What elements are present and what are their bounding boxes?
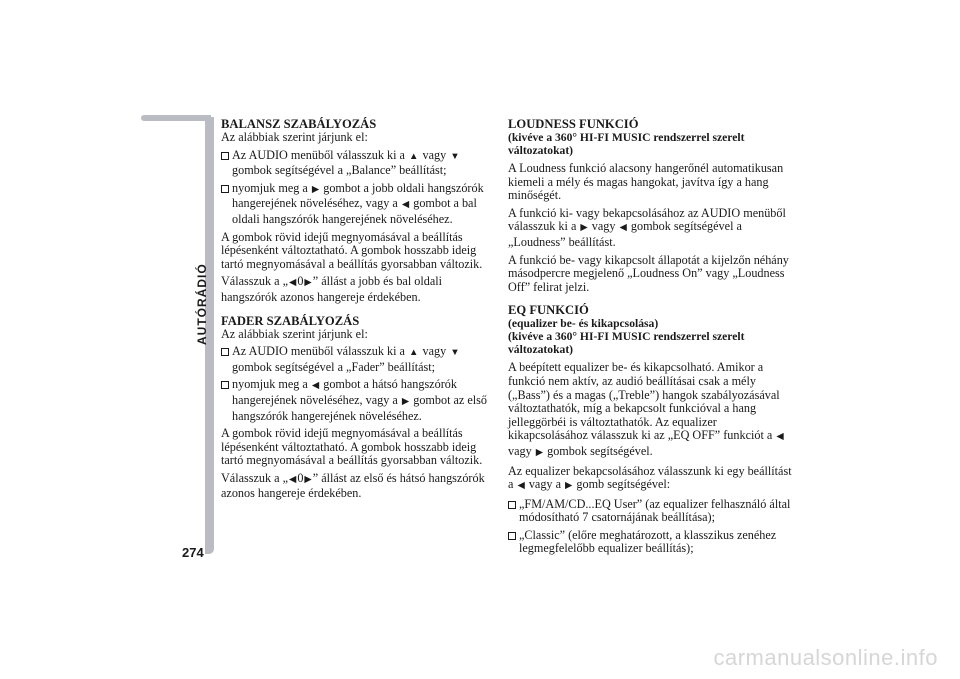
fader-step-1	[221, 345, 493, 374]
eq-section	[508, 303, 793, 556]
fader-paragraph-2-text-a: Válasszuk a „	[221, 470, 289, 485]
eq-paragraph-1-text-c: gombok segítségével.	[547, 443, 653, 458]
balance-step-2-text-a: nyomjuk meg a	[232, 180, 308, 195]
balance-step-2-text-c: gombot a bal oldali hangszórók hangerejének növeléséhez.	[232, 196, 477, 226]
loudness-paragraph-2-text-a: A funkció ki- vagy bekapcsolásához az AUDIO menüből válasszuk ki a	[508, 205, 786, 234]
eq-paragraph-2-text-a: Az equalizer bekapcsolásához válasszunk ki egy beállítást a	[508, 463, 792, 492]
balance-paragraph-2	[221, 275, 493, 304]
arrow-right-icon: ▶	[304, 474, 312, 485]
right-column	[508, 117, 793, 560]
eq-heading: EQ FUNKCIÓ	[508, 303, 589, 318]
arrow-right-icon: ▶	[565, 481, 573, 492]
balance-step-1	[221, 149, 493, 178]
fader-step-1-text-c: gombok segítségével a „Fader” beállítást;	[232, 359, 436, 374]
arrow-up-icon: ▲	[409, 348, 419, 359]
fader-paragraph-1: A gombok rövid idejű megnyomásával a beállítás lépésenként változtatható. A gombok hosszabb ideig tartó megnyomásával a beállítás gyorsabban változik.	[221, 426, 483, 468]
loudness-subtitle: (kivéve a 360° HI-FI MUSIC rendszerrel szerelt változatokat)	[508, 131, 745, 157]
arrow-right-icon: ▶	[580, 223, 588, 234]
balance-step-2	[221, 182, 493, 227]
balance-paragraph-1: A gombok rövid idejű megnyomásával a beállítás lépésenként változtatható. A gombok hosszabb ideig tartó megnyomásával a beállítás gyorsabban változik.	[221, 229, 483, 271]
balance-step-1-text-c: gombok segítségével a „Balance” beállítást;	[232, 163, 447, 178]
arrow-down-icon: ▼	[450, 151, 460, 162]
arrow-left-icon: ◀	[311, 381, 320, 392]
arrow-left-icon: ◀	[517, 481, 525, 492]
eq-paragraph-2-text-c: gomb segítségével:	[576, 477, 671, 492]
balance-heading: BALANSZ SZABÁLYOZÁS	[221, 117, 377, 131]
loudness-paragraph-2	[508, 207, 793, 250]
fader-heading: FADER SZABÁLYOZÁS	[221, 313, 360, 328]
arrow-right-icon: ▶	[401, 396, 410, 407]
arrow-right-icon: ▶	[311, 184, 320, 195]
left-column	[221, 117, 493, 505]
loudness-paragraph-2-text-c: gombok segítségével a „Loudness” beállítást.	[508, 219, 742, 249]
balance-step-1-text-a: Az AUDIO menüből válasszuk ki a	[232, 147, 405, 162]
fader-step-1-text-a: Az AUDIO menüből válasszuk ki a	[232, 344, 405, 359]
loudness-paragraph-1: A Loudness funkció alacsony hangerőnél automatikusan kiemeli a mély és magas hangokat, javítva így a hang minőségét.	[508, 161, 784, 203]
balance-step-2-text-b: gombot a jobb oldali hangszórók hangerejének növeléséhez, vagy a	[232, 180, 484, 211]
balance-section	[221, 117, 493, 305]
arrow-down-icon: ▼	[450, 348, 460, 359]
arrow-left-icon: ◀	[401, 200, 410, 211]
arrow-left-icon: ◀	[289, 278, 297, 289]
watermark-text: carmanualsonline.info	[713, 645, 938, 670]
fader-section	[221, 314, 493, 502]
eq-paragraph-2	[508, 465, 793, 494]
loudness-paragraph-3: A funkció be- vagy kikapcsolt állapotát a kijelzőn néhány másodpercre megjelenő „Loudness On” vagy „Loudness Off” felirat jelzi.	[508, 252, 789, 294]
arrow-left-icon: ◀	[776, 432, 784, 443]
balance-intro: Az alábbiak szerint járjunk el:	[221, 130, 368, 144]
fader-intro: Az alábbiak szerint járjunk el:	[221, 326, 368, 341]
eq-option-user: „FM/AM/CD...EQ User” (az equalizer felhasználó által módosítható 7 csatornájának beállítása);	[508, 498, 793, 525]
arrow-right-icon: ▶	[304, 278, 312, 289]
loudness-heading: LOUDNESS FUNKCIÓ	[508, 117, 639, 131]
balance-paragraph-2-text-a: Válasszuk a „	[221, 274, 289, 289]
page-number: 274	[182, 545, 204, 560]
fader-step-1-text-b: vagy	[422, 344, 447, 359]
arrow-up-icon: ▲	[409, 151, 419, 162]
chapter-title: AUTÓRÁDIÓ	[195, 263, 209, 345]
fader-step-2-text-c: gombot az első hangszórók hangerejének növeléséhez.	[232, 392, 488, 423]
fader-paragraph-2	[221, 472, 493, 501]
balance-step-1-text-b: vagy	[422, 147, 447, 162]
eq-subtitle-2: (kivéve a 360° HI-FI MUSIC rendszerrel szerelt változatokat)	[508, 330, 745, 357]
fader-step-2	[221, 378, 493, 423]
balance-zero-value: 0	[297, 274, 304, 289]
arrow-left-icon: ◀	[619, 223, 627, 234]
eq-paragraph-1	[508, 361, 793, 460]
balance-paragraph-2-text-b: ” állást a jobb és bal oldali hangszórók azonos hangereje érdekében.	[221, 274, 443, 304]
eq-paragraph-1-text-a: A beépített equalizer be- és kikapcsolható. Amikor a funkció nem aktív, az audió beállításai csak a mély („Bass”) és a magas („Treble”) hangok szabályozásával változtathatók, míg a bekapcsolt funkcióval a hang jelleggörbéi is változtathatók. Az equalizer kikapcsolásához válasszuk ki az „EQ OFF” funkciót a	[508, 360, 780, 443]
eq-subtitle-1: (equalizer be- és kikapcsolása)	[508, 317, 659, 331]
eq-paragraph-1-text-b: vagy	[508, 443, 532, 458]
loudness-section	[508, 117, 793, 294]
fader-paragraph-2-text-b: ” állást az első és hátsó hangszórók azonos hangereje érdekében.	[221, 470, 485, 501]
arrow-right-icon: ▶	[535, 447, 544, 458]
fader-zero-value: 0	[297, 470, 304, 485]
fader-step-2-text-b: gombot a hátsó hangszórók hangerejének növeléséhez, vagy a	[232, 377, 457, 407]
arrow-left-icon: ◀	[289, 474, 297, 485]
eq-option-classic: „Classic” (előre meghatározott, a klasszikus zenéhez legmegfelelőbb equalizer beállítás);	[508, 529, 793, 556]
fader-step-2-text-a: nyomjuk meg a	[232, 377, 308, 392]
loudness-paragraph-2-text-b: vagy	[591, 219, 616, 234]
eq-paragraph-2-text-b: vagy a	[528, 477, 561, 492]
